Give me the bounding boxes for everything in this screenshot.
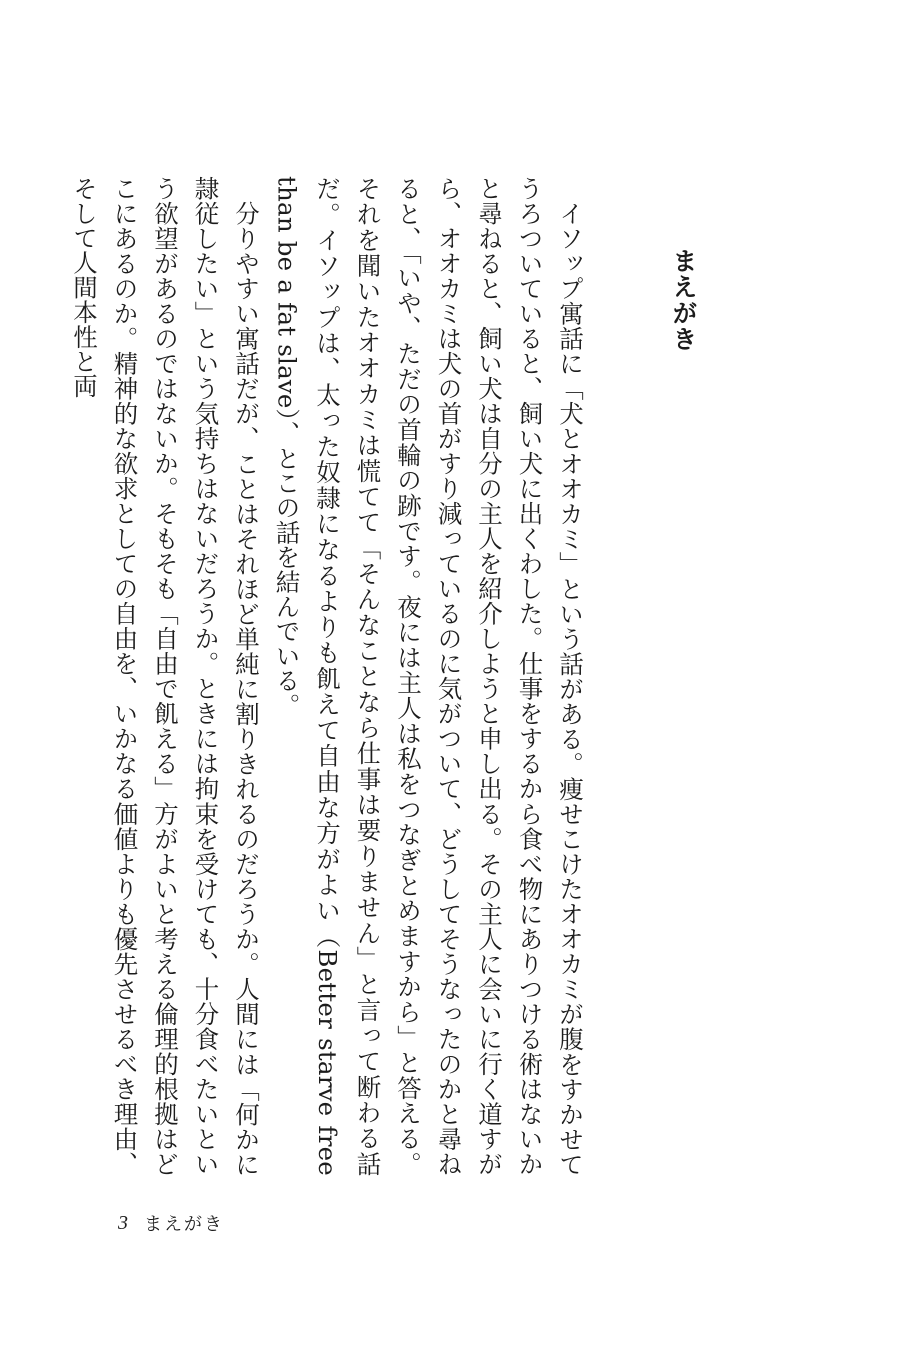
paragraph-2: 分りやすい寓話だが、ことはそれほど単純に割りきれるのだろうか。人間には「何かに隷従したい」という気持ちはないだろうか。ときには拘束を受けても、十分食べたいという欲望があるのではないか。そもそも「自由で飢える」方がよいと考える倫理的根拠はどこにあるのか。精神的な欲求としての自由を、いかなる価値よりも優先させるべき理由、そして人間本性と両	[70, 176, 261, 1176]
page-number: 3	[118, 1211, 128, 1234]
running-title: まえがき	[144, 1214, 224, 1235]
body-text	[70, 176, 590, 1177]
paragraph-1: イソップ寓話に「犬とオオカミ」という話がある。痩せこけたオオカミが腹をすかせてうろついていると、飼い犬に出くわした。仕事をするから食べ物にありつける術はないかと尋ねると、飼い犬は自分の主人を紹介しようと申し出る。その主人に会いに行く道すがら、オオカミは犬の首がすり減っているのに気がついて、どうしてそうなったのかと尋ねると、「いや、ただの首輪の跡です。夜には主人は私をつなぎとめますから」と答える。それを聞いたオオカミは慌てて「そんなことなら仕事は要りません」と言って断わる話だ。イソップは、太った奴隷になるよりも飢えて自由な方がよい（Better starve free than be a fat slave）、とこの話を結んでいる。	[272, 176, 585, 1177]
chapter-heading: まえがき	[669, 248, 698, 352]
page-footer	[118, 1208, 224, 1238]
